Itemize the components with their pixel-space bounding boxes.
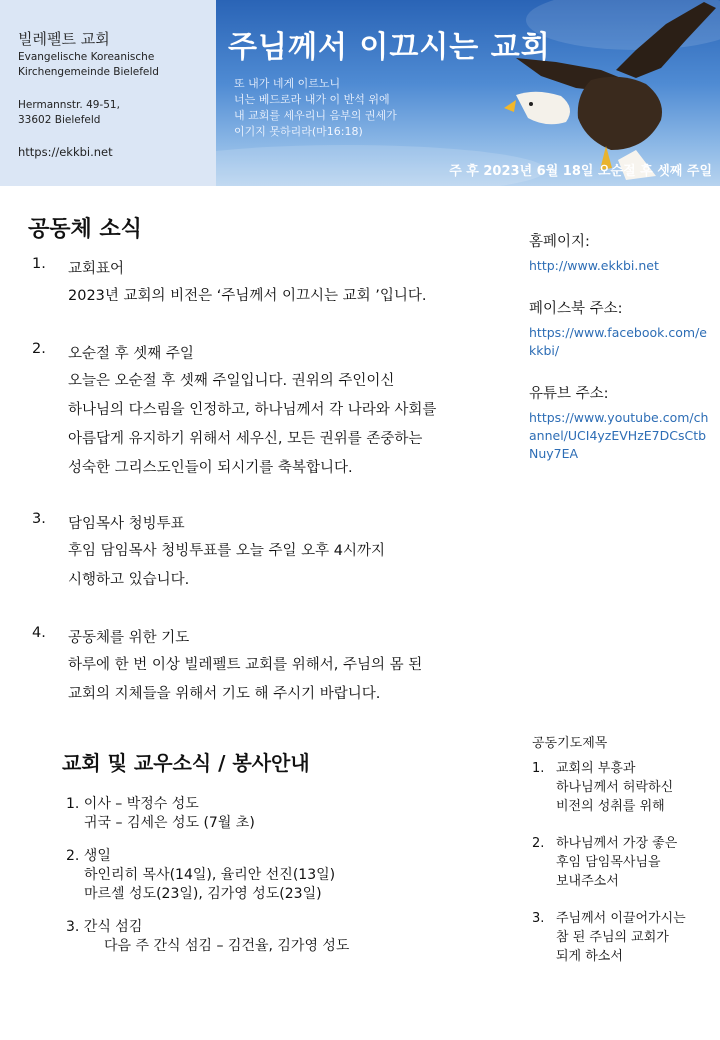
prayer-heading: 공동기도제목 [532,736,608,751]
verse-line: 이기지 못하리라(마16:18) [234,125,363,138]
youtube-label: 유튜브 주소: [529,386,609,402]
church-subtitle-line: Evangelische Koreanische [18,51,155,63]
services-list [66,795,486,970]
homepage-label: 홈페이지: [529,234,590,250]
youtube-link[interactable]: https://www.youtube.com/channel/UCI4yzEVHzE7DCsCtbNuy7EA [529,410,709,461]
service-item [66,795,486,833]
news-body-line: 교회의 지체들을 위해서 기도 해 주시기 바랍니다. [68,686,381,702]
contact-links [529,230,709,463]
news-item-number: 1. [32,256,46,272]
service-item [66,847,486,904]
facebook-link[interactable]: https://www.facebook.com/ekkbi/ [529,325,707,358]
prayer-item [532,909,712,966]
community-news-list [32,256,502,709]
services-heading: 교회 및 교우소식 / 봉사안내 [62,751,310,775]
verse-line: 너는 베드로라 내가 이 반석 위에 [234,93,390,106]
service-item-line: 다음 주 간식 섬김 – 김건율, 김가영 성도 [104,938,350,954]
news-body-line: 후임 담임목사 청빙투표를 오늘 주일 오후 4시까지 [68,543,386,559]
community-news-heading: 공동체 소식 [28,217,142,242]
church-subtitle [18,50,159,80]
verse-line: 또 내가 네게 이르노니 [234,77,341,90]
news-item-title: 오순절 후 셋째 주일 [68,346,194,362]
news-item [32,341,502,483]
news-item-body [68,367,502,483]
news-body-line: 성숙한 그리스도인들이 되시기를 축복합니다. [68,460,353,476]
news-item-title: 담임목사 청빙투표 [68,516,185,532]
prayer-line: 교회의 부흥과 [556,761,636,776]
prayer-line: 보내주소서 [556,874,619,889]
service-item [66,918,486,956]
news-body-line: 오늘은 오순절 후 셋째 주일입니다. 권위의 주인이신 [68,373,395,389]
news-item [32,511,502,595]
address-line: 33602 Bielefeld [18,114,101,126]
header-banner [216,0,720,186]
news-body-line: 하나님의 다스림을 인정하고, 하나님께서 각 나라와 사회를 [68,402,437,418]
news-item-body [68,651,502,709]
news-item-title: 교회표어 [68,261,125,277]
news-item [32,625,502,709]
service-item-line: 마르셀 성도(23일), 김가영 성도(23일) [84,886,322,902]
prayer-line: 하나님께서 허락하신 [556,780,674,795]
news-item-body [68,282,502,311]
bible-verse [234,76,397,140]
prayer-topics [532,734,712,984]
prayer-line: 되게 하소서 [556,949,623,964]
prayer-line: 참 된 주님의 교회가 [556,930,669,945]
church-address [18,98,120,128]
verse-line: 내 교회를 세우리니 음부의 권세가 [234,109,397,122]
service-item-line: 귀국 – 김세은 성도 (7월 초) [84,815,255,831]
service-item-line: 하인리히 목사(14일), 율리안 선진(13일) [84,867,336,883]
news-item-number: 2. [32,341,46,357]
bulletin-header [0,0,720,186]
church-website[interactable]: https://ekkbi.net [18,145,113,159]
church-subtitle-line: Kirchengemeinde Bielefeld [18,66,159,78]
prayer-item-number: 1. [532,761,545,776]
prayer-item [532,834,712,891]
news-item-number: 4. [32,625,46,641]
news-item-body [68,537,502,595]
address-line: Hermannstr. 49-51, [18,99,120,111]
prayer-line: 주님께서 이끌어가시는 [556,911,686,926]
homepage-link[interactable]: http://www.ekkbi.net [529,258,659,273]
church-info-panel [0,0,216,186]
service-item-title: 2. 생일 [66,848,111,864]
news-body-line: 하루에 한 번 이상 빌레펠트 교회를 위해서, 주님의 몸 된 [68,657,423,673]
bulletin-title: 주님께서 이끄시는 교회 [228,30,551,65]
news-item-number: 3. [32,511,46,527]
prayer-item-number: 3. [532,911,545,926]
prayer-line: 후임 담임목사님을 [556,855,661,870]
bulletin-date: 주 후 2023년 6월 18일 오순절 후 셋째 주일 [449,164,712,179]
news-item [32,256,502,311]
service-item-title: 1. 이사 – 박정수 성도 [66,796,199,812]
news-body-line: 시행하고 있습니다. [68,572,190,588]
church-name: 빌레펠트 교회 [18,30,110,48]
service-item-title: 3. 간식 섬김 [66,919,143,935]
news-body-line: 아름답게 유지하기 위해서 세우신, 모든 권위를 존중하는 [68,431,423,447]
facebook-label: 페이스북 주소: [529,301,623,317]
prayer-item-number: 2. [532,836,545,851]
prayer-item [532,759,712,816]
news-item-title: 공동체를 위한 기도 [68,630,190,646]
news-body-line: 2023년 교회의 비전은 ‘주님께서 이끄시는 교회 ’입니다. [68,288,427,304]
prayer-line: 하나님께서 가장 좋은 [556,836,678,851]
prayer-line: 비전의 성취를 위해 [556,799,665,814]
